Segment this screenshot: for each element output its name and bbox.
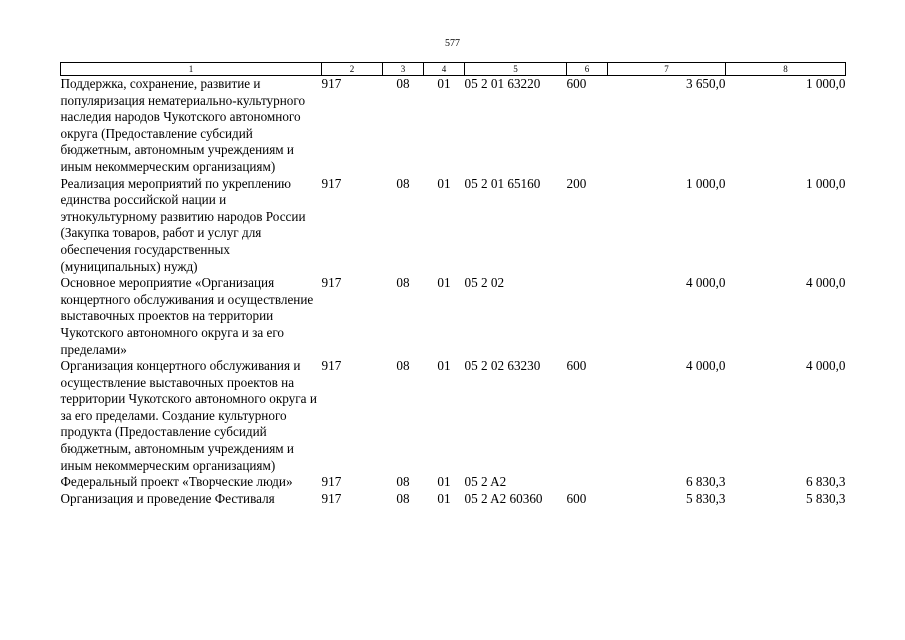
row-vr (567, 275, 608, 358)
row-sum-2: 4 000,0 (805, 275, 846, 291)
row-sum-2: 4 000,0 (805, 358, 846, 374)
row-vr: 600 (566, 76, 587, 91)
table-row (61, 176, 846, 276)
table-row (61, 474, 846, 491)
row-vr: 200 (566, 175, 587, 191)
row-csr: 05 2 A2 60360 (464, 490, 543, 506)
header-col-5: 5 (465, 63, 567, 76)
row-pr: 01 (437, 275, 451, 291)
header-col-8: 8 (726, 63, 846, 76)
row-grbs: 917 (321, 358, 342, 374)
table-row (61, 76, 846, 176)
row-rz: 08 (396, 358, 410, 374)
budget-table (60, 62, 846, 507)
header-col-6: 6 (567, 63, 608, 76)
row-name: Организация концертного обслуживания и осуществление выставочных проектов на территории Чукотского автономного округа и за его пределами. Создание культурного продукта (Предоставление субсидий бюджетным, автономным учреждениям и иным некоммерческим организациям) (60, 358, 317, 473)
table-body (61, 76, 846, 508)
row-rz: 08 (396, 175, 410, 191)
row-pr: 01 (437, 175, 451, 191)
table-header (61, 63, 846, 76)
row-grbs: 917 (321, 275, 342, 291)
row-sum-2: 6 830,3 (805, 474, 846, 490)
row-vr (567, 474, 608, 491)
row-grbs: 917 (321, 474, 342, 490)
row-name: Организация и проведение Фестиваля (60, 490, 275, 506)
row-rz: 08 (396, 490, 410, 506)
header-col-4: 4 (424, 63, 465, 76)
row-rz: 08 (396, 76, 410, 91)
row-grbs: 917 (321, 175, 342, 191)
row-sum-1: 4 000,0 (685, 358, 726, 374)
row-csr: 05 2 02 (464, 275, 505, 291)
row-vr: 600 (566, 490, 587, 506)
row-pr: 01 (437, 490, 451, 506)
row-vr: 600 (566, 358, 587, 374)
row-rz: 08 (396, 275, 410, 291)
table-row (61, 275, 846, 358)
row-pr: 01 (437, 358, 451, 374)
table-row (61, 491, 846, 508)
row-csr: 05 2 01 65160 (464, 175, 541, 191)
header-col-7: 7 (608, 63, 726, 76)
row-name: Основное мероприятие «Организация концертного обслуживания и осуществление выставочных проектов на территории Чукотского автономного округа и за его пределами» (60, 275, 314, 357)
table-row (61, 358, 846, 474)
row-csr: 05 2 01 63220 (464, 76, 541, 91)
row-sum-1: 3 650,0 (685, 76, 726, 91)
row-name: Федеральный проект «Творческие люди» (60, 474, 293, 490)
row-sum-1: 4 000,0 (685, 275, 726, 291)
row-csr: 05 2 02 63230 (464, 358, 541, 374)
row-sum-2: 1 000,0 (805, 76, 846, 91)
page-number: 577 (445, 38, 460, 49)
header-col-2: 2 (322, 63, 383, 76)
row-name: Реализация мероприятий по укреплению единства российской нации и этнокультурному развитию народов России (Закупка товаров, работ и услуг для обеспечения государственных (муниципальных) нужд) (60, 175, 306, 274)
row-sum-2: 5 830,3 (805, 490, 846, 506)
header-col-3: 3 (383, 63, 424, 76)
row-sum-1: 5 830,3 (685, 490, 726, 506)
row-csr: 05 2 A2 (464, 474, 507, 490)
row-pr: 01 (437, 474, 451, 490)
row-pr: 01 (437, 76, 451, 91)
row-rz: 08 (396, 474, 410, 490)
row-name: Поддержка, сохранение, развитие и популяризация нематериально-культурного наследия народов Чукотского автономного округа (Предоставление субсидий бюджетным, автономным учреждениям и иным некоммерческим организациям) (60, 76, 306, 174)
row-sum-1: 6 830,3 (685, 474, 726, 490)
row-sum-2: 1 000,0 (805, 175, 846, 191)
row-sum-1: 1 000,0 (685, 175, 726, 191)
row-grbs: 917 (321, 76, 342, 91)
row-grbs: 917 (321, 490, 342, 506)
header-col-1: 1 (61, 63, 322, 76)
